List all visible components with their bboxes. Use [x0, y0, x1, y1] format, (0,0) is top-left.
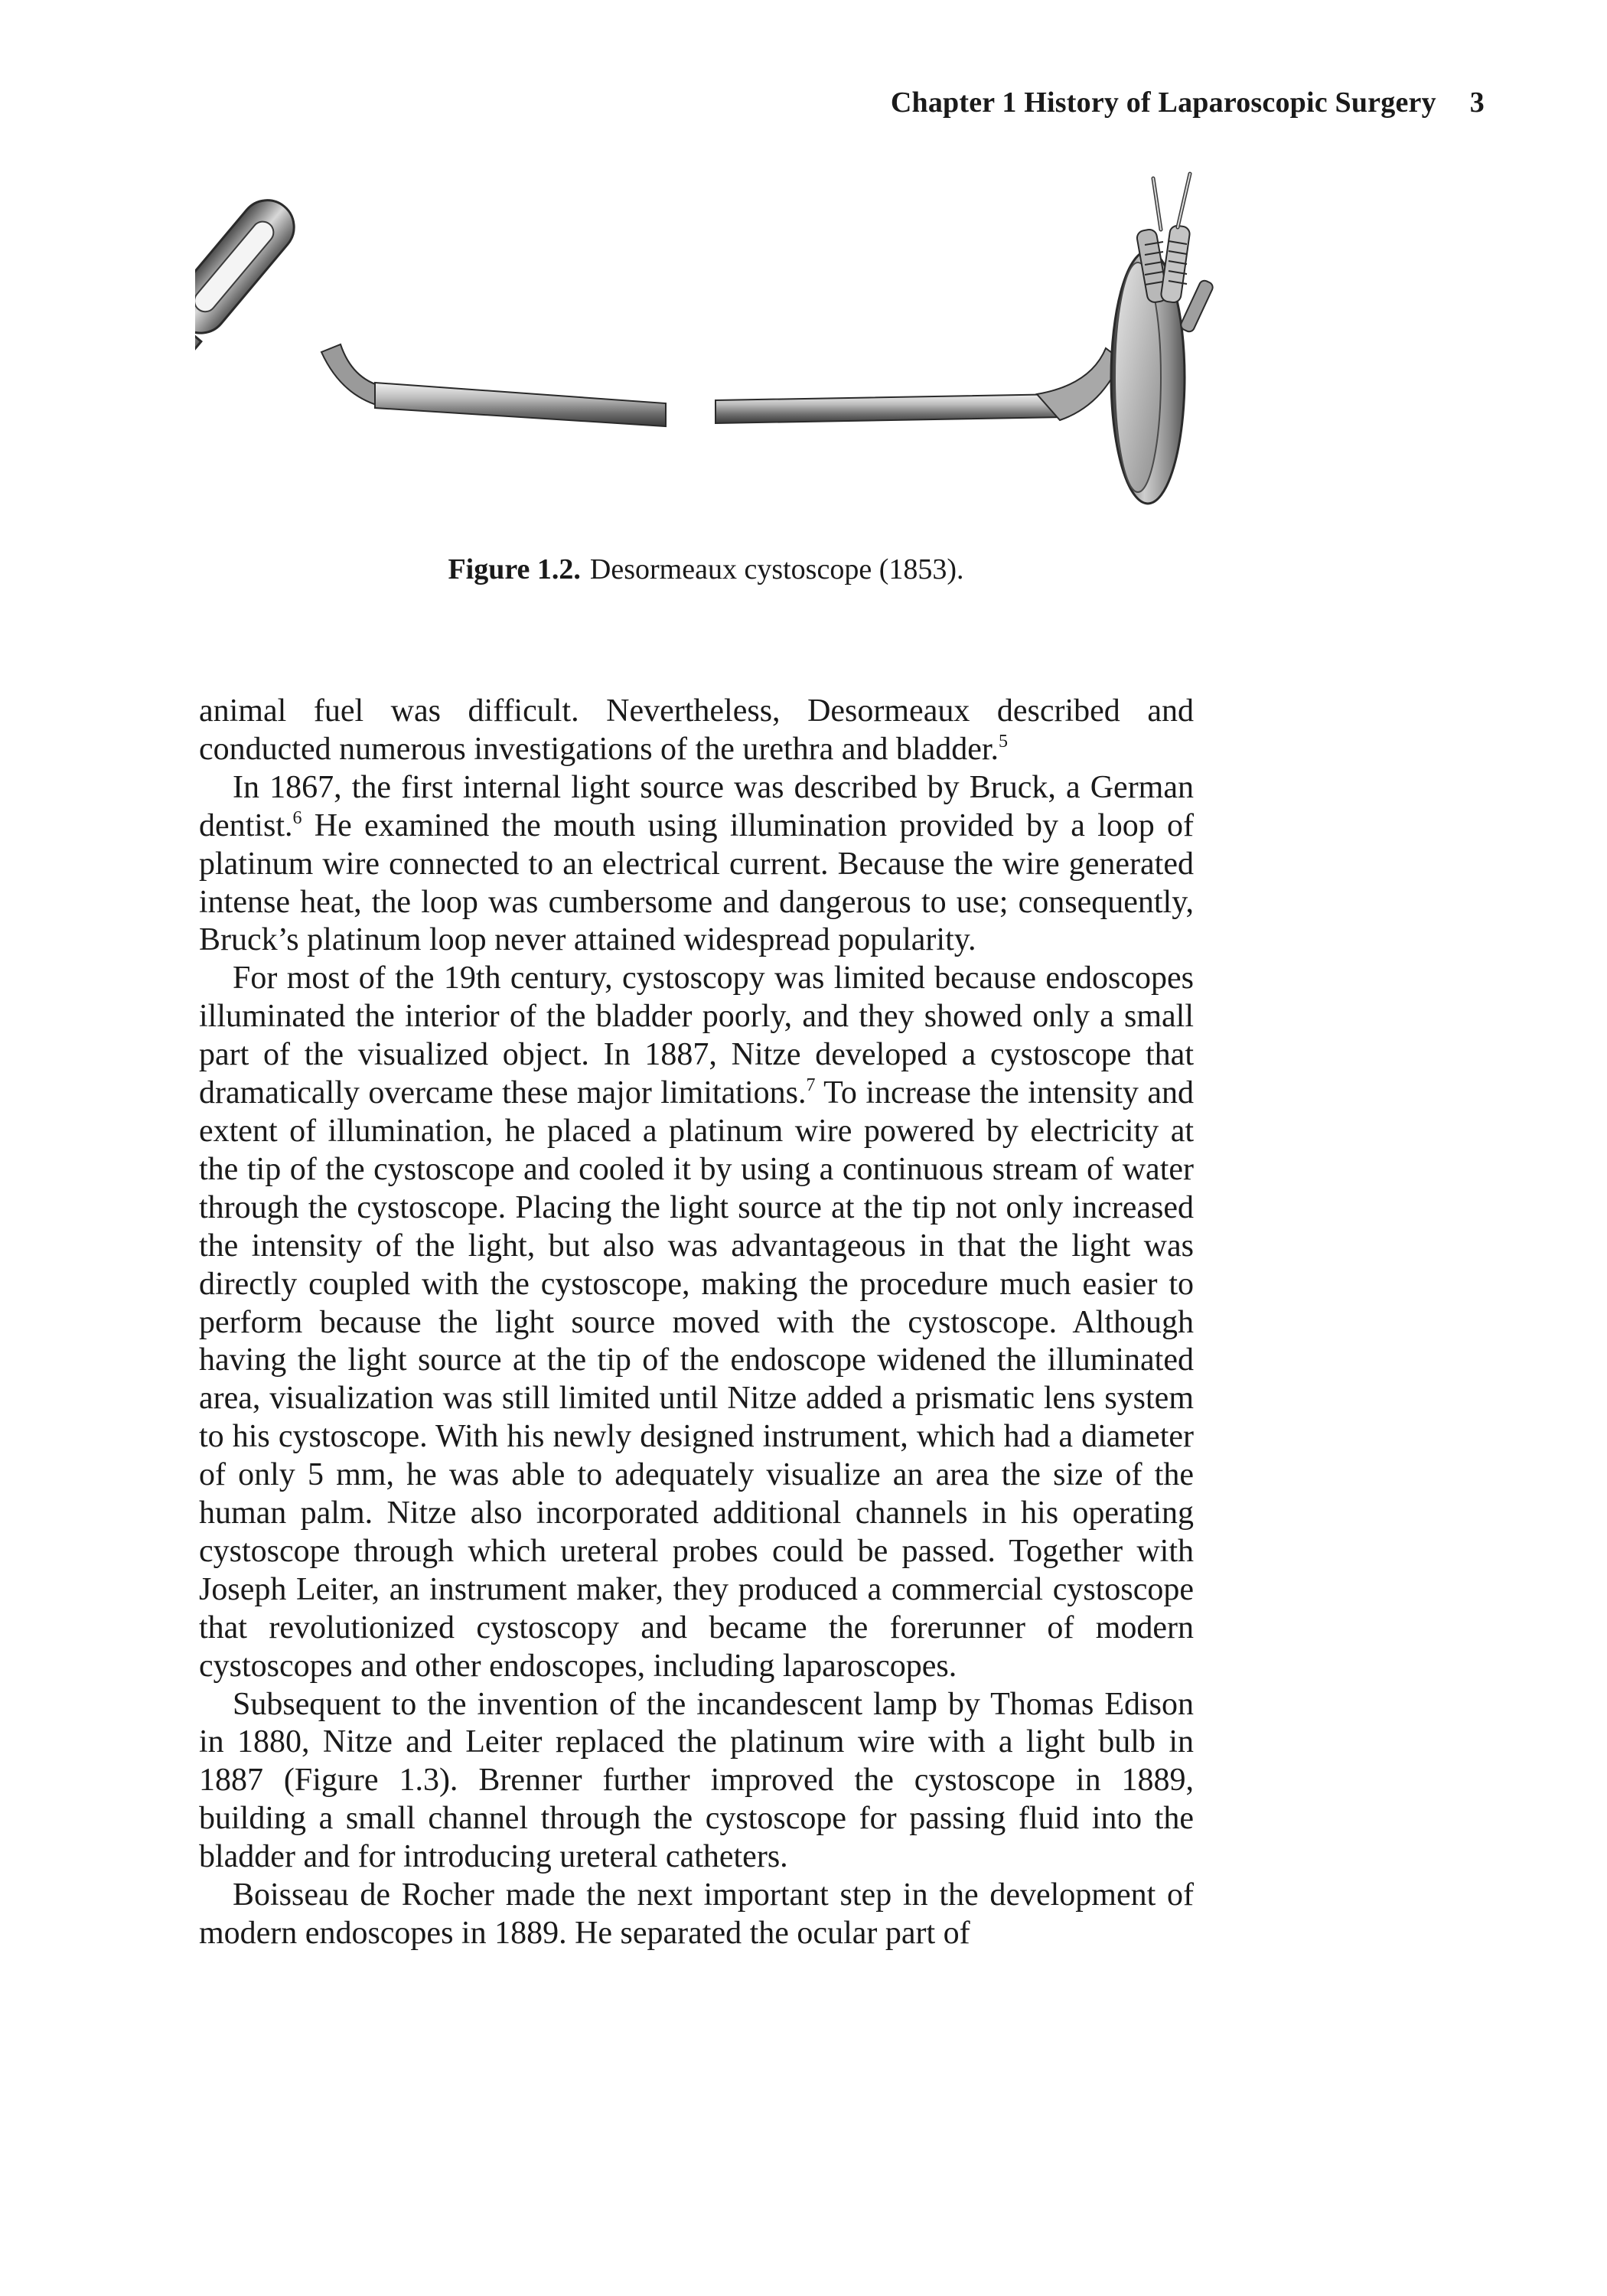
paragraph-text: animal fuel was difficult. Nevertheless, Desormeaux described and conducted numerous investigations of the urethra and bladder.: [199, 693, 1194, 767]
paragraph-text: For most of the 19th century, cystoscopy was limited because endoscopes illuminated the interior of the bladder poorly, and they showed only a small part of the visualized object. In 1887, Nitze developed a cystoscope that dramatically overcame these major limitations.: [199, 960, 1194, 1111]
paragraph: [199, 693, 1194, 769]
reference-superscript: 7: [806, 1075, 816, 1096]
body-text: [199, 693, 1194, 1953]
reference-superscript: 5: [999, 731, 1009, 752]
paragraph-text: In 1867, the first internal light source was described by Bruck, a German dentist.: [199, 769, 1194, 843]
paragraph-text: To increase the intensity and extent of illumination, he placed a platinum wire powered by electricity at the tip of the cystoscope and cooled it by using a continuous stream of water through the cystoscope. Placing the light source at the tip not only increased the intensity of the light, but also was advantageous in that the light was directly coupled with the cystoscope, making the procedure much easier to perform because the light source moved with the cystoscope. Although having the light source at the tip of the endoscope widened the illuminated area, visualization was still limited until Nitze added a prismatic lens system to his cystoscope. With his newly designed instrument, which had a diameter of only 5 mm, he was able to adequately visualize an area the size of the human palm. Nitze also incorporated additional channels in his operating cystoscope through which ureteral probes could be passed. Together with Joseph Leiter, an instrument maker, they produced a commercial cystoscope that revolutionized cystoscopy and became the forerunner of modern cystoscopes and other endoscopes, including laparoscopes.: [199, 1075, 1194, 1684]
running-head: [872, 86, 1485, 119]
figure-label: Figure 1.2.: [448, 553, 581, 585]
reference-superscript: 6: [292, 807, 302, 828]
running-title: Chapter 1 History of Laparoscopic Surgery: [890, 86, 1436, 119]
paragraph: [199, 1686, 1194, 1877]
paragraph-text: Boisseau de Rocher made the next important step in the development of modern endoscopes in 1889. He separated the ocular part of: [199, 1877, 1194, 1951]
paragraph: [199, 1877, 1194, 1953]
paragraph: [199, 960, 1194, 1685]
paragraph-text: He examined the mouth using illumination provided by a loop of platinum wire connected to an electrical current. Because the wire generated intense heat, the loop was cumbersome and dangerous to use; consequently, Bruck’s platinum loop never attained widespread popularity.: [199, 807, 1194, 958]
page-number: 3: [1469, 86, 1485, 119]
figure-caption-text: Desormeaux cystoscope (1853).: [589, 553, 964, 585]
paragraph: [199, 769, 1194, 960]
cystoscope-illustration: [195, 165, 1217, 528]
figure-caption: [199, 553, 1213, 586]
paragraph-text: Subsequent to the invention of the incandescent lamp by Thomas Edison in 1880, Nitze and Leiter replaced the platinum wire with a light bulb in 1887 (Figure 1.3). Brenner further improved the cystoscope in 1889, building a small channel through the cystoscope for passing fluid into the bladder and for introducing ureteral catheters.: [199, 1686, 1194, 1875]
